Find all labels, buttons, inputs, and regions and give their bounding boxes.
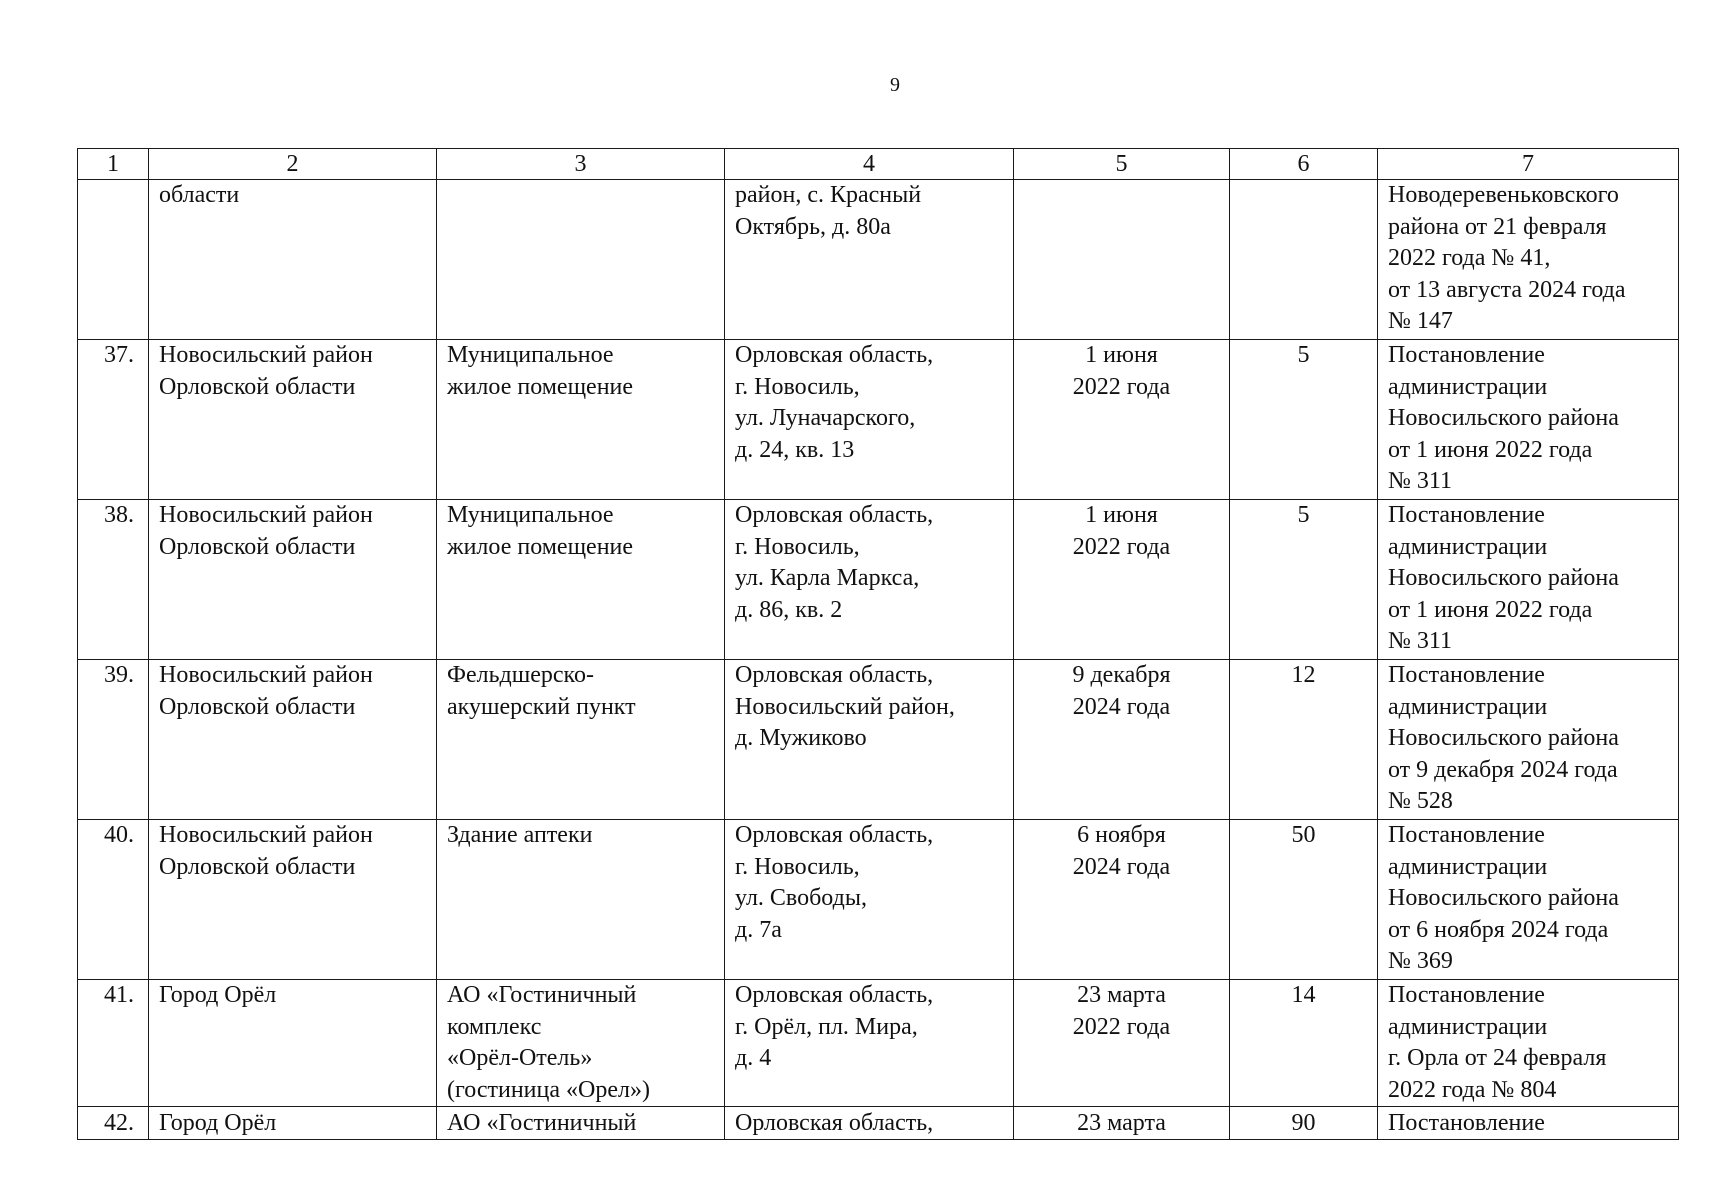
cell-text-line: 41. — [104, 982, 134, 1008]
cell-number — [78, 980, 149, 1107]
cell-text-line: Новосильского района — [1388, 405, 1619, 431]
cell-text-line: Новосильский район, — [735, 693, 955, 720]
page-number: 9 — [890, 74, 900, 96]
cell-text-line: Постановление — [1388, 662, 1545, 688]
cell-text-line: Муниципальное — [447, 342, 614, 368]
cell-text-line: Орловская область, — [735, 822, 934, 848]
cell-number — [78, 660, 149, 820]
cell-text-line: 2022 года — [1072, 533, 1171, 560]
cell-text-line: 2022 года № 41, — [1388, 245, 1551, 271]
cell-text-line: 2022 года № 804 — [1388, 1076, 1557, 1103]
table-row — [78, 1107, 1679, 1140]
cell-text-line: № 147 — [1388, 308, 1453, 334]
cell-text-line: 12 — [1291, 662, 1316, 688]
cell-text-line: Орловской области — [159, 373, 356, 400]
cell-text-line: № 311 — [1388, 628, 1453, 654]
cell-text-line: 23 марта — [1077, 1110, 1166, 1136]
cell-text-line: 1 июня — [1085, 342, 1158, 368]
cell-text-line: Постановление — [1388, 502, 1545, 528]
cell-text-line: Орловской области — [159, 853, 356, 880]
cell-percent — [1230, 1107, 1378, 1140]
column-header: 4 — [725, 149, 1014, 180]
cell-text-line: Новосильского района — [1388, 725, 1619, 751]
cell-text-line: д. 4 — [735, 1045, 772, 1071]
cell-document — [1378, 340, 1679, 500]
cell-subject — [149, 500, 437, 660]
cell-text-line: от 6 ноября 2024 года — [1388, 916, 1609, 943]
cell-text-line: области — [159, 182, 240, 208]
column-header: 3 — [437, 149, 725, 180]
cell-text-line: Орловская область, — [735, 1110, 934, 1136]
cell-date — [1014, 180, 1230, 340]
cell-text-line: 1 июня — [1085, 502, 1158, 528]
cell-text-line: г. Новосиль, — [735, 533, 860, 560]
cell-text-line: Орловская область, — [735, 342, 934, 368]
cell-text-line: Город Орёл — [159, 1110, 277, 1136]
cell-text-line: 2024 года — [1072, 853, 1171, 880]
cell-number — [78, 500, 149, 660]
cell-address — [725, 1107, 1014, 1140]
cell-subject — [149, 1107, 437, 1140]
cell-text-line: администрации — [1388, 1013, 1548, 1040]
cell-text-line: Орловской области — [159, 693, 356, 720]
cell-text-line: Постановление — [1388, 342, 1545, 368]
column-header: 1 — [78, 149, 149, 180]
cell-text-line: от 9 декабря 2024 года — [1388, 756, 1618, 783]
cell-text-line: (гостиница «Орел») — [447, 1076, 650, 1103]
cell-text-line: администрации — [1388, 373, 1548, 400]
cell-date — [1014, 500, 1230, 660]
cell-text-line: Орловской области — [159, 533, 356, 560]
cell-subject — [149, 340, 437, 500]
cell-address — [725, 660, 1014, 820]
cell-subject — [149, 180, 437, 340]
cell-text-line: 39. — [104, 662, 134, 688]
cell-text-line: 40. — [104, 822, 134, 848]
cell-object — [437, 980, 725, 1107]
cell-document — [1378, 980, 1679, 1107]
cell-text-line: от 1 июня 2022 года — [1388, 596, 1593, 623]
cell-text-line: г. Новосиль, — [735, 373, 860, 400]
cell-subject — [149, 660, 437, 820]
cell-text-line: г. Новосиль, — [735, 853, 860, 880]
cell-text-line: ул. Луначарского, — [735, 405, 916, 431]
cell-text-line: 2022 года — [1072, 1013, 1171, 1040]
cell-text-line: Новосильского района — [1388, 885, 1619, 911]
cell-object — [437, 660, 725, 820]
cell-number — [78, 180, 149, 340]
cell-text-line: Новосильский район — [159, 342, 373, 368]
cell-text-line: Постановление — [1388, 1110, 1545, 1136]
cell-percent — [1230, 820, 1378, 980]
column-header: 2 — [149, 149, 437, 180]
cell-percent — [1230, 500, 1378, 660]
cell-text-line: ул. Карла Маркса, — [735, 565, 920, 591]
table-row — [78, 500, 1679, 660]
cell-text-line: администрации — [1388, 853, 1548, 880]
column-header: 7 — [1378, 149, 1679, 180]
cell-text-line: акушерский пункт — [447, 693, 636, 720]
cell-text-line: АО «Гостиничный — [447, 982, 637, 1008]
cell-text-line: 14 — [1291, 982, 1316, 1008]
cell-document — [1378, 1107, 1679, 1140]
cell-text-line: № 369 — [1388, 948, 1453, 974]
cell-address — [725, 180, 1014, 340]
cell-text-line: 2022 года — [1072, 373, 1171, 400]
cell-text-line: администрации — [1388, 533, 1548, 560]
cell-text-line: г. Орёл, пл. Мира, — [735, 1013, 918, 1040]
cell-text-line: Новосильский район — [159, 822, 373, 848]
cell-text-line: Орловская область, — [735, 502, 934, 528]
cell-text-line: Постановление — [1388, 982, 1545, 1008]
cell-text-line: Новодеревеньковского — [1388, 182, 1619, 208]
cell-text-line: 50 — [1291, 822, 1316, 848]
cell-text-line: жилое помещение — [447, 373, 634, 400]
cell-document — [1378, 180, 1679, 340]
registry-table — [77, 148, 1679, 1140]
table-row — [78, 180, 1679, 340]
cell-text-line: от 1 июня 2022 года — [1388, 436, 1593, 463]
cell-text-line: 42. — [104, 1110, 134, 1136]
cell-text-line: 23 марта — [1077, 982, 1166, 1008]
cell-date — [1014, 820, 1230, 980]
cell-text-line: д. 7а — [735, 916, 782, 943]
cell-subject — [149, 980, 437, 1107]
cell-text-line: д. 86, кв. 2 — [735, 596, 843, 623]
cell-text-line: Новосильский район — [159, 662, 373, 688]
cell-text-line: 9 декабря — [1072, 662, 1171, 688]
cell-object — [437, 180, 725, 340]
table-row — [78, 980, 1679, 1107]
cell-text-line: Орловская область, — [735, 662, 934, 688]
cell-date — [1014, 660, 1230, 820]
cell-text-line: 5 — [1297, 342, 1310, 368]
cell-text-line: 90 — [1291, 1110, 1316, 1136]
cell-address — [725, 500, 1014, 660]
cell-object — [437, 340, 725, 500]
cell-document — [1378, 660, 1679, 820]
cell-number — [78, 340, 149, 500]
cell-text-line: Орловская область, — [735, 982, 934, 1008]
cell-text-line: Фельдшерско- — [447, 662, 594, 688]
cell-address — [725, 340, 1014, 500]
cell-object — [437, 500, 725, 660]
cell-text-line: 2024 года — [1072, 693, 1171, 720]
cell-text-line: д. Мужиково — [735, 725, 867, 751]
cell-percent — [1230, 180, 1378, 340]
cell-text-line: Новосильского района — [1388, 565, 1619, 591]
table-row — [78, 820, 1679, 980]
cell-date — [1014, 340, 1230, 500]
cell-text-line: 37. — [104, 342, 134, 368]
cell-document — [1378, 500, 1679, 660]
cell-text-line: ул. Свободы, — [735, 885, 867, 911]
cell-text-line: комплекс — [447, 1013, 542, 1040]
cell-object — [437, 1107, 725, 1140]
cell-number — [78, 1107, 149, 1140]
cell-text-line: «Орёл-Отель» — [447, 1045, 593, 1071]
cell-percent — [1230, 660, 1378, 820]
cell-address — [725, 820, 1014, 980]
cell-text-line: № 311 — [1388, 468, 1453, 494]
column-header: 5 — [1014, 149, 1230, 180]
cell-number — [78, 820, 149, 980]
cell-address — [725, 980, 1014, 1107]
cell-text-line: 6 ноября — [1077, 822, 1166, 848]
cell-percent — [1230, 340, 1378, 500]
table-row — [78, 340, 1679, 500]
cell-text-line: Здание аптеки — [447, 822, 593, 848]
cell-text-line: администрации — [1388, 693, 1548, 720]
cell-object — [437, 820, 725, 980]
table-header-row — [78, 149, 1679, 180]
cell-text-line: Город Орёл — [159, 982, 277, 1008]
cell-text-line: района от 21 февраля — [1388, 213, 1607, 240]
cell-date — [1014, 980, 1230, 1107]
cell-text-line: Постановление — [1388, 822, 1545, 848]
cell-text-line: № 528 — [1388, 788, 1453, 814]
cell-date — [1014, 1107, 1230, 1140]
cell-text-line: район, с. Красный — [735, 182, 922, 208]
cell-text-line: г. Орла от 24 февраля — [1388, 1045, 1607, 1071]
cell-text-line: Муниципальное — [447, 502, 614, 528]
cell-text-line: 5 — [1297, 502, 1310, 528]
cell-percent — [1230, 980, 1378, 1107]
cell-text-line: от 13 августа 2024 года — [1388, 276, 1626, 303]
cell-text-line: АО «Гостиничный — [447, 1110, 637, 1136]
cell-text-line: жилое помещение — [447, 533, 634, 560]
cell-subject — [149, 820, 437, 980]
column-header: 6 — [1230, 149, 1378, 180]
cell-text-line: 38. — [104, 502, 134, 528]
cell-text-line: Новосильский район — [159, 502, 373, 528]
cell-document — [1378, 820, 1679, 980]
table-row — [78, 660, 1679, 820]
cell-text-line: Октябрь, д. 80а — [735, 213, 891, 240]
cell-text-line: д. 24, кв. 13 — [735, 436, 855, 463]
